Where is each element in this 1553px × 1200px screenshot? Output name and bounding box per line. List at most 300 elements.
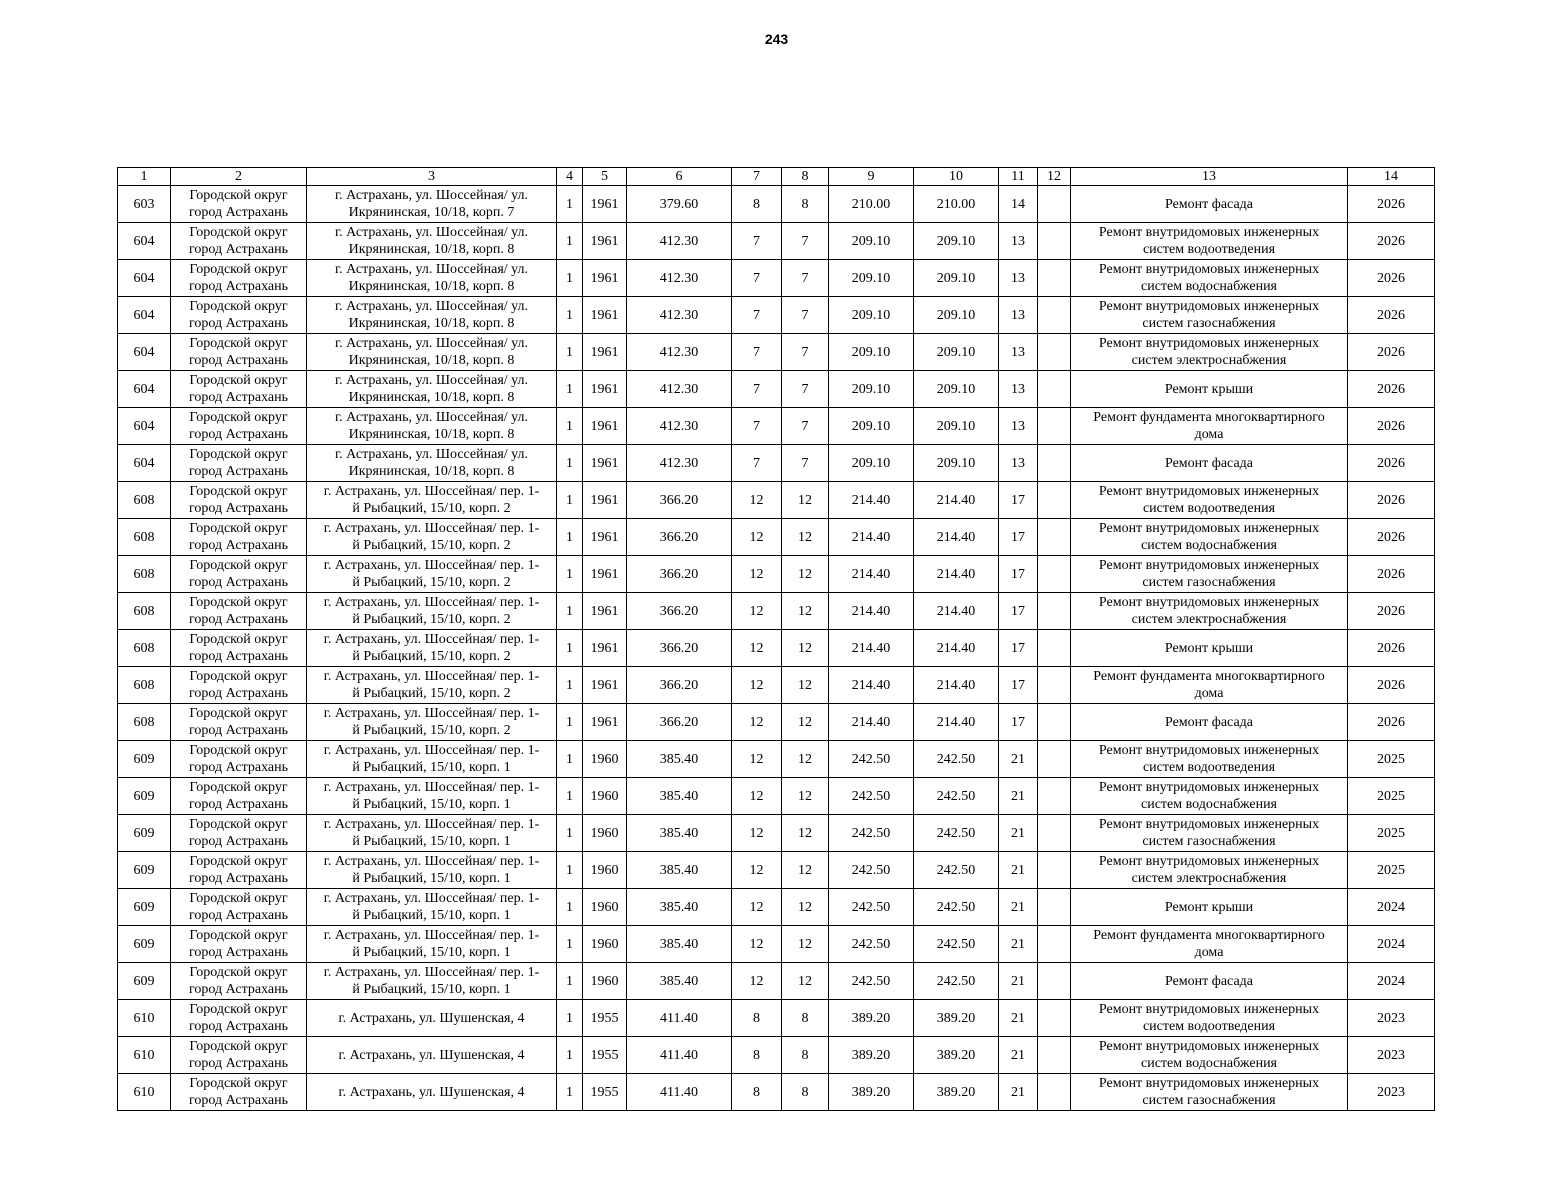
table-row [118,852,1435,889]
cell-col10: 210.00 [914,186,999,223]
total-area: 412.30 [627,371,732,408]
address-line: й Рыбацкий, 15/10, корп. 2 [352,501,511,516]
cell-col12 [1038,741,1071,778]
municipality-line: город Астрахань [189,1056,288,1071]
cell-col11: 17 [999,519,1038,556]
municipality-line: город Астрахань [189,575,288,590]
row-number: 604 [118,334,171,371]
municipality-line: город Астрахань [189,538,288,553]
municipality-line: город Астрахань [189,723,288,738]
address-cell [307,1074,557,1111]
cell-col8: 8 [782,186,829,223]
municipality-line: Городской округ [189,891,288,906]
address-line: г. Астрахань, ул. Шоссейная/ пер. 1- [323,632,540,647]
address-line: г. Астрахань, ул. Шоссейная/ пер. 1- [323,928,540,943]
column-header: 1 [118,168,171,186]
cell-col8: 12 [782,778,829,815]
work-type-line: систем электроснабжения [1131,871,1287,886]
address-cell [307,667,557,704]
total-area: 385.40 [627,778,732,815]
address-cell [307,741,557,778]
work-type-cell [1071,1074,1348,1111]
cell-col9: 209.10 [829,445,914,482]
cell-col12 [1038,815,1071,852]
cell-col11: 17 [999,556,1038,593]
year-built: 1960 [583,852,627,889]
cell-col11: 21 [999,1037,1038,1074]
planned-year: 2025 [1348,778,1435,815]
address-cell [307,408,557,445]
work-type-line: систем газоснабжения [1142,834,1276,849]
year-built: 1961 [583,593,627,630]
cell-col7: 12 [732,630,782,667]
cell-col8: 8 [782,1037,829,1074]
address-line: й Рыбацкий, 15/10, корп. 1 [352,834,511,849]
year-built: 1961 [583,445,627,482]
cell-col8: 12 [782,667,829,704]
work-type-cell [1071,223,1348,260]
cell-col7: 12 [732,815,782,852]
municipality-cell [171,186,307,223]
cell-col9: 209.10 [829,223,914,260]
cell-col10: 209.10 [914,371,999,408]
cell-col11: 13 [999,371,1038,408]
cell-col7: 7 [732,223,782,260]
year-built: 1961 [583,630,627,667]
row-number: 608 [118,667,171,704]
cell-col8: 12 [782,889,829,926]
municipality-line: Городской округ [189,669,288,684]
work-type-line: Ремонт внутридомовых инженерных [1098,225,1320,240]
address-line: г. Астрахань, ул. Шоссейная/ пер. 1- [323,891,540,906]
municipality-line: город Астрахань [189,649,288,664]
cell-col8: 12 [782,593,829,630]
address-line: г. Астрахань, ул. Шоссейная/ пер. 1- [323,706,540,721]
municipality-line: город Астрахань [189,945,288,960]
address-cell [307,778,557,815]
address-cell [307,593,557,630]
cell-col7: 7 [732,297,782,334]
address-line: г. Астрахань, ул. Шоссейная/ ул. [334,336,529,351]
address-line: г. Астрахань, ул. Шоссейная/ пер. 1- [323,780,540,795]
work-type-line: систем водоотведения [1142,501,1276,516]
year-built: 1961 [583,482,627,519]
table-row [118,667,1435,704]
municipality-cell [171,445,307,482]
address-cell [307,482,557,519]
work-type-line: Ремонт внутридомовых инженерных [1098,262,1320,277]
municipality-line: город Астрахань [189,390,288,405]
planned-year: 2026 [1348,667,1435,704]
cell-col12 [1038,260,1071,297]
address-line: й Рыбацкий, 15/10, корп. 2 [352,612,511,627]
municipality-line: город Астрахань [189,353,288,368]
municipality-cell [171,408,307,445]
cell-col12 [1038,926,1071,963]
cell-col12 [1038,852,1071,889]
work-type-cell [1071,593,1348,630]
municipality-line: город Астрахань [189,279,288,294]
year-built: 1960 [583,778,627,815]
cell-col11: 13 [999,334,1038,371]
address-line: г. Астрахань, ул. Шушенская, 4 [338,1047,525,1063]
cell-col10: 242.50 [914,815,999,852]
cell-col12 [1038,186,1071,223]
cell-col7: 12 [732,556,782,593]
municipality-line: Городской округ [189,373,288,388]
address-cell [307,186,557,223]
work-type-cell [1071,852,1348,889]
work-type-cell [1071,963,1348,1000]
cell-col8: 8 [782,1074,829,1111]
address-line: г. Астрахань, ул. Шоссейная/ пер. 1- [323,743,540,758]
work-type-line: Ремонт внутридомовых инженерных [1098,595,1320,610]
cell-col4: 1 [557,556,583,593]
municipality-line: Городской округ [189,706,288,721]
cell-col10: 389.20 [914,1000,999,1037]
year-built: 1960 [583,815,627,852]
work-type-line: Ремонт внутридомовых инженерных [1098,743,1320,758]
work-type-line: Ремонт фасада [1164,196,1253,212]
municipality-line: город Астрахань [189,1093,288,1108]
work-type-line: Ремонт фасада [1164,973,1253,989]
address-line: й Рыбацкий, 15/10, корп. 2 [352,649,511,664]
work-type-line: Ремонт внутридомовых инженерных [1098,817,1320,832]
municipality-line: Городской округ [189,521,288,536]
year-built: 1961 [583,334,627,371]
municipality-cell [171,482,307,519]
column-header: 14 [1348,168,1435,186]
year-built: 1961 [583,297,627,334]
row-number: 608 [118,704,171,741]
cell-col12 [1038,963,1071,1000]
year-built: 1961 [583,223,627,260]
cell-col12 [1038,297,1071,334]
total-area: 385.40 [627,815,732,852]
total-area: 366.20 [627,593,732,630]
work-type-line: Ремонт крыши [1164,899,1254,915]
table-row [118,445,1435,482]
cell-col12 [1038,667,1071,704]
work-type-cell [1071,519,1348,556]
table-row [118,556,1435,593]
cell-col9: 242.50 [829,926,914,963]
address-line: Икрянинская, 10/18, корп. 8 [348,427,515,442]
planned-year: 2023 [1348,1074,1435,1111]
planned-year: 2026 [1348,297,1435,334]
planned-year: 2026 [1348,482,1435,519]
work-type-line: Ремонт внутридомовых инженерных [1098,1002,1320,1017]
row-number: 604 [118,297,171,334]
municipality-cell [171,852,307,889]
work-type-line: Ремонт крыши [1164,381,1254,397]
work-type-line: систем электроснабжения [1131,353,1287,368]
work-type-line: Ремонт внутридомовых инженерных [1098,521,1320,536]
row-number: 609 [118,815,171,852]
municipality-line: город Астрахань [189,834,288,849]
work-type-line: систем водоснабжения [1140,279,1277,294]
address-line: й Рыбацкий, 15/10, корп. 2 [352,538,511,553]
address-cell [307,889,557,926]
table-row [118,186,1435,223]
cell-col8: 12 [782,926,829,963]
cell-col9: 209.10 [829,371,914,408]
address-cell [307,445,557,482]
municipality-line: Городской округ [189,743,288,758]
work-type-cell [1071,408,1348,445]
cell-col8: 12 [782,630,829,667]
planned-year: 2026 [1348,260,1435,297]
work-type-line: Ремонт внутридомовых инженерных [1098,780,1320,795]
year-built: 1955 [583,1000,627,1037]
cell-col12 [1038,1074,1071,1111]
row-number: 609 [118,926,171,963]
municipality-line: Городской округ [189,965,288,980]
column-header: 6 [627,168,732,186]
cell-col9: 209.10 [829,260,914,297]
row-number: 609 [118,963,171,1000]
work-type-line: дома [1194,427,1224,442]
work-type-line: Ремонт фундамента многоквартирного [1093,928,1325,943]
column-header: 13 [1071,168,1348,186]
municipality-cell [171,630,307,667]
municipality-line: Городской округ [189,188,288,203]
municipality-cell [171,926,307,963]
work-type-line: систем газоснабжения [1142,1093,1276,1108]
column-header: 10 [914,168,999,186]
page-number: 243 [764,31,789,47]
work-type-line: систем водоотведения [1142,242,1276,257]
municipality-line: Городской округ [189,225,288,240]
cell-col9: 242.50 [829,741,914,778]
cell-col7: 7 [732,334,782,371]
municipality-cell [171,1037,307,1074]
cell-col12 [1038,593,1071,630]
address-line: г. Астрахань, ул. Шоссейная/ пер. 1- [323,558,540,573]
cell-col4: 1 [557,223,583,260]
cell-col11: 17 [999,667,1038,704]
cell-col4: 1 [557,482,583,519]
cell-col11: 13 [999,223,1038,260]
cell-col10: 209.10 [914,408,999,445]
table-row [118,1074,1435,1111]
cell-col9: 214.40 [829,667,914,704]
column-header: 5 [583,168,627,186]
cell-col11: 13 [999,408,1038,445]
cell-col4: 1 [557,852,583,889]
municipality-line: Городской округ [189,1076,288,1091]
table-row [118,297,1435,334]
address-line: г. Астрахань, ул. Шоссейная/ ул. [334,262,529,277]
address-line: Икрянинская, 10/18, корп. 8 [348,279,515,294]
cell-col4: 1 [557,371,583,408]
address-line: Икрянинская, 10/18, корп. 7 [348,205,515,220]
cell-col7: 12 [732,593,782,630]
planned-year: 2023 [1348,1000,1435,1037]
address-line: й Рыбацкий, 15/10, корп. 1 [352,760,511,775]
work-type-line: систем газоснабжения [1142,316,1276,331]
cell-col4: 1 [557,630,583,667]
cell-col10: 242.50 [914,741,999,778]
cell-col12 [1038,1000,1071,1037]
row-number: 603 [118,186,171,223]
work-type-line: Ремонт внутридомовых инженерных [1098,854,1320,869]
cell-col9: 209.10 [829,334,914,371]
municipality-line: Городской округ [189,1002,288,1017]
column-number-row [118,168,1435,186]
address-cell [307,1037,557,1074]
cell-col7: 7 [732,445,782,482]
cell-col7: 8 [732,1037,782,1074]
address-line: й Рыбацкий, 15/10, корп. 1 [352,908,511,923]
work-type-line: Ремонт крыши [1164,640,1254,656]
cell-col10: 209.10 [914,260,999,297]
planned-year: 2026 [1348,519,1435,556]
cell-col8: 7 [782,260,829,297]
municipality-line: город Астрахань [189,1019,288,1034]
cell-col10: 242.50 [914,963,999,1000]
year-built: 1961 [583,260,627,297]
row-number: 604 [118,445,171,482]
work-type-line: систем водоотведения [1142,1019,1276,1034]
cell-col7: 12 [732,889,782,926]
work-type-line: дома [1194,686,1224,701]
planned-year: 2026 [1348,445,1435,482]
cell-col8: 12 [782,815,829,852]
cell-col7: 12 [732,926,782,963]
planned-year: 2026 [1348,186,1435,223]
municipality-line: Городской округ [189,336,288,351]
municipality-cell [171,593,307,630]
row-number: 604 [118,223,171,260]
address-line: Икрянинская, 10/18, корп. 8 [348,464,515,479]
cell-col11: 21 [999,889,1038,926]
planned-year: 2026 [1348,630,1435,667]
cell-col12 [1038,519,1071,556]
municipality-cell [171,223,307,260]
cell-col9: 209.10 [829,408,914,445]
municipality-line: город Астрахань [189,242,288,257]
work-type-line: Ремонт фасада [1164,714,1253,730]
cell-col11: 21 [999,963,1038,1000]
municipality-cell [171,1000,307,1037]
address-line: г. Астрахань, ул. Шоссейная/ пер. 1- [323,484,540,499]
municipality-line: город Астрахань [189,427,288,442]
column-header: 11 [999,168,1038,186]
municipality-line: город Астрахань [189,760,288,775]
row-number: 610 [118,1037,171,1074]
cell-col10: 242.50 [914,852,999,889]
address-line: й Рыбацкий, 15/10, корп. 2 [352,723,511,738]
cell-col7: 12 [732,667,782,704]
total-area: 385.40 [627,963,732,1000]
year-built: 1961 [583,186,627,223]
cell-col7: 8 [732,186,782,223]
table-row [118,334,1435,371]
address-line: г. Астрахань, ул. Шоссейная/ ул. [334,447,529,462]
address-line: г. Астрахань, ул. Шоссейная/ ул. [334,410,529,425]
work-type-cell [1071,371,1348,408]
cell-col11: 17 [999,593,1038,630]
planned-year: 2026 [1348,334,1435,371]
table-row [118,593,1435,630]
row-number: 608 [118,556,171,593]
table-row [118,778,1435,815]
year-built: 1961 [583,519,627,556]
total-area: 412.30 [627,297,732,334]
cell-col4: 1 [557,260,583,297]
address-line: г. Астрахань, ул. Шоссейная/ пер. 1- [323,595,540,610]
cell-col12 [1038,889,1071,926]
cell-col8: 12 [782,852,829,889]
municipality-line: Городской округ [189,484,288,499]
municipality-line: Городской округ [189,928,288,943]
planned-year: 2026 [1348,593,1435,630]
planned-year: 2025 [1348,741,1435,778]
cell-col10: 209.10 [914,297,999,334]
work-type-cell [1071,667,1348,704]
cell-col11: 13 [999,260,1038,297]
work-type-cell [1071,815,1348,852]
cell-col9: 242.50 [829,889,914,926]
planned-year: 2026 [1348,408,1435,445]
municipality-line: город Астрахань [189,797,288,812]
cell-col8: 12 [782,963,829,1000]
work-type-line: Ремонт внутридомовых инженерных [1098,1039,1320,1054]
cell-col10: 214.40 [914,482,999,519]
table-row [118,1000,1435,1037]
municipality-cell [171,704,307,741]
row-number: 610 [118,1074,171,1111]
total-area: 366.20 [627,482,732,519]
row-number: 608 [118,482,171,519]
municipality-line: город Астрахань [189,501,288,516]
cell-col4: 1 [557,593,583,630]
address-cell [307,371,557,408]
municipality-line: город Астрахань [189,316,288,331]
cell-col9: 242.50 [829,778,914,815]
address-cell [307,334,557,371]
year-built: 1961 [583,371,627,408]
year-built: 1960 [583,926,627,963]
cell-col7: 8 [732,1000,782,1037]
total-area: 412.30 [627,260,732,297]
cell-col9: 214.40 [829,482,914,519]
cell-col8: 7 [782,297,829,334]
row-number: 609 [118,852,171,889]
municipality-line: город Астрахань [189,908,288,923]
work-type-line: систем газоснабжения [1142,575,1276,590]
municipality-line: Городской округ [189,595,288,610]
column-header: 12 [1038,168,1071,186]
work-type-cell [1071,297,1348,334]
work-type-line: Ремонт фундамента многоквартирного [1093,669,1325,684]
column-header: 8 [782,168,829,186]
address-line: й Рыбацкий, 15/10, корп. 1 [352,945,511,960]
total-area: 411.40 [627,1074,732,1111]
cell-col7: 7 [732,260,782,297]
planned-year: 2026 [1348,223,1435,260]
address-line: г. Астрахань, ул. Шоссейная/ ул. [334,225,529,240]
cell-col10: 214.40 [914,519,999,556]
cell-col9: 214.40 [829,593,914,630]
municipality-cell [171,741,307,778]
cell-col12 [1038,482,1071,519]
cell-col4: 1 [557,334,583,371]
address-line: й Рыбацкий, 15/10, корп. 2 [352,575,511,590]
municipality-cell [171,297,307,334]
table-row [118,926,1435,963]
